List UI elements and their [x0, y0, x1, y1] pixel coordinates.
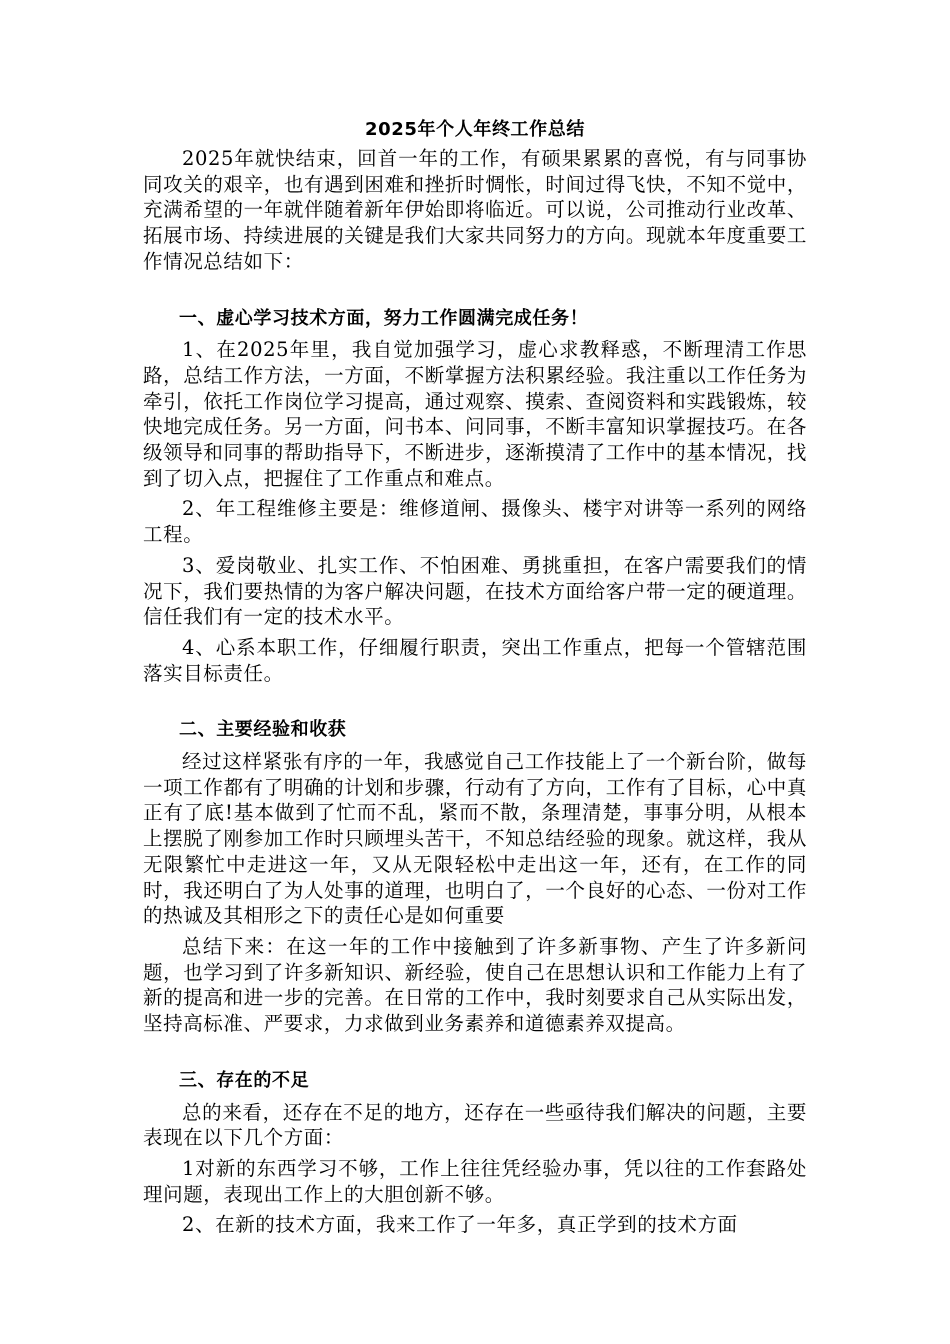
spacer	[143, 691, 807, 717]
section-1-paragraph-4: 4、心系本职工作，仔细履行职责，突出工作重点，把每一个管辖范围落实目标责任。	[143, 635, 807, 685]
intro-paragraph: 2025年就快结束，回首一年的工作，有硕果累累的喜悦，有与同事协同攻关的艰辛，也有遇到困难和挫折时惆怅，时间过得飞快，不知不觉中，充满希望的一年就伴随着新年伊始即将临近。可以说，公司推动行业改革、拓展市场、持续进展的关键是我们大家共同努力的方向。现就本年度重要工作情况总结如下：	[143, 147, 807, 273]
section-1-paragraph-1: 1、在2025年里，我自觉加强学习，虚心求教释惑，不断理清工作思路，总结工作方法，一方面，不断掌握方法积累经验。我注重以工作任务为牵引，依托工作岗位学习提高，通过观察、摸索、查阅资料和实践锻炼，较快地完成任务。另一方面，问书本、问同事，不断丰富知识掌握技巧。在各级领导和同事的帮助指导下，不断进步，逐渐摸清了工作中的基本情况，找到了切入点，把握住了工作重点和难点。	[143, 338, 807, 490]
section-3-paragraph-1: 总的来看，还存在不足的地方，还存在一些亟待我们解决的问题，主要表现在以下几个方面：	[143, 1100, 807, 1150]
section-1-paragraph-2: 2、年工程维修主要是：维修道闸、摄像头、楼宇对讲等一系列的网络工程。	[143, 497, 807, 547]
section-2-heading: 二、主要经验和收获	[179, 719, 347, 741]
spacer	[143, 280, 807, 306]
section-2-paragraph-1: 经过这样紧张有序的一年，我感觉自己工作技能上了一个新台阶，做每一项工作都有了明确的计划和步骤，行动有了方向，工作有了目标，心中真正有了底!基本做到了忙而不乱，紧而不散，条理清楚，事事分明，从根本上摆脱了刚参加工作时只顾埋头苦干，不知总结经验的现象。就这样，我从无限繁忙中走进这一年，又从无限轻松中走出这一年，还有，在工作的同时，我还明白了为人处事的道理，也明白了，一个良好的心态、一份对工作的热诚及其相形之下的责任心是如何重要	[143, 750, 807, 928]
section-3-paragraph-2: 1对新的东西学习不够，工作上往往凭经验办事，凭以往的工作套路处理问题，表现出工作上的大胆创新不够。	[143, 1156, 807, 1206]
section-1-paragraph-3: 3、爱岗敬业、扎实工作、不怕困难、勇挑重担，在客户需要我们的情况下，我们要热情的为客户解决问题，在技术方面给客户带一定的硬道理。信任我们有一定的技术水平。	[143, 553, 807, 629]
spacer	[143, 1042, 807, 1068]
section-3-heading: 三、存在的不足	[179, 1069, 310, 1091]
document-title: 2025年个人年终工作总结	[365, 119, 585, 140]
section-3-paragraph-3: 2、在新的技术方面，我来工作了一年多，真正学到的技术方面	[182, 1213, 738, 1237]
document-body	[143, 117, 807, 1243]
section-2-paragraph-2: 总结下来：在这一年的工作中接触到了许多新事物、产生了许多新问题，也学习到了许多新知识、新经验，使自己在思想认识和工作能力上有了新的提高和进一步的完善。在日常的工作中，我时刻要求自己从实际出发，坚持高标准、严要求，力求做到业务素养和道德素养双提高。	[143, 934, 807, 1036]
section-1-heading: 一、虚心学习技术方面，努力工作圆满完成任务！	[179, 307, 589, 329]
